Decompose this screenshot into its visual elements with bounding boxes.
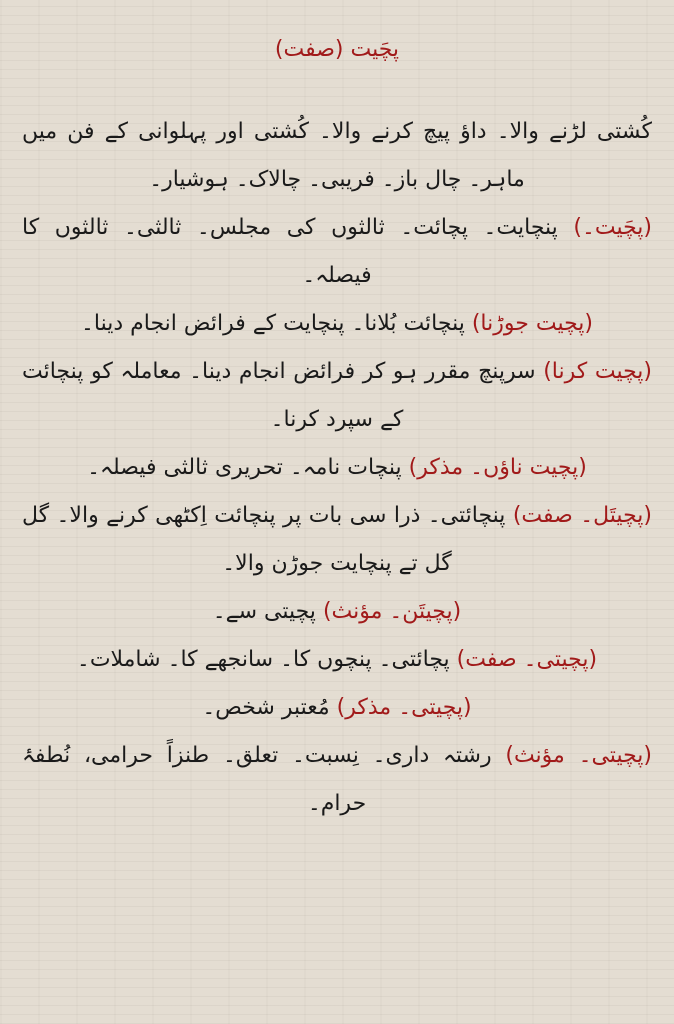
entry-term: (پچیتَن۔ مؤنث) <box>322 599 462 624</box>
entry-definition: کُشتی لڑنے والا۔ داؤ پیچ کرنے والا۔ کُشتی اور پہلوانی کے فن میں ماہر۔ چال باز۔ فریبی۔ چالاک۔ ہوشیار۔ <box>22 119 652 192</box>
definition-entry <box>22 636 652 684</box>
entry-term: (پچیت ناؤں۔ مذکر) <box>408 455 587 480</box>
entry-definition: پنچایت۔ پچائت۔ ثالثوں کی مجلس۔ ثالثی۔ ثالثوں کا فیصلہ۔ <box>22 215 558 288</box>
definition-entry <box>22 492 652 588</box>
definition-entry <box>22 108 652 204</box>
entry-definition: پنچائتی۔ ذرا سی بات پر پنچائت اِکٹھی کرنے والا۔ گل گل تے پنچایت جوڑن والا۔ <box>22 503 506 576</box>
entry-term: (پچیت جوڑنا) <box>471 311 593 336</box>
entry-list <box>22 108 652 828</box>
definition-entry <box>22 732 652 828</box>
definition-entry <box>22 348 652 444</box>
definition-entry <box>22 204 652 300</box>
definition-entry <box>22 684 652 732</box>
definition-entry <box>22 444 652 492</box>
entry-definition: پنچائت بُلانا۔ پنچایت کے فرائض انجام دینا۔ <box>81 311 465 336</box>
entry-definition: پنچات نامہ۔ تحریری ثالثی فیصلہ۔ <box>87 455 402 480</box>
entry-definition: رشتہ داری۔ نِسبت۔ تعلق۔ طنزاً حرامی، نُطفۂ حرام۔ <box>22 743 492 816</box>
entry-definition: پچائتی۔ پنچوں کا۔ سانجھے کا۔ شاملات۔ <box>76 647 450 672</box>
definition-entry <box>22 300 652 348</box>
entry-term: (پچَیت۔) <box>573 215 652 240</box>
entry-term: (پچیتی۔ صفت) <box>456 647 598 672</box>
entry-term: (پچیتی۔ مذکر) <box>336 695 472 720</box>
definition-entry <box>22 588 652 636</box>
entry-term: (پچیت کرنا) <box>543 359 652 384</box>
entry-term: (پچیتی۔ مؤنث) <box>505 743 652 768</box>
entry-definition: مُعتبر شخص۔ <box>202 695 330 720</box>
entry-heading: پچَیت (صفت) <box>274 37 400 62</box>
entry-definition: سرپنچ مقرر ہو کر فرائض انجام دینا۔ معاملہ کو پنچائت کے سپرد کرنا۔ <box>22 359 536 432</box>
entry-term: (پچیتَل۔ صفت) <box>512 503 652 528</box>
entry-definition: پچیتی سے۔ <box>212 599 316 624</box>
